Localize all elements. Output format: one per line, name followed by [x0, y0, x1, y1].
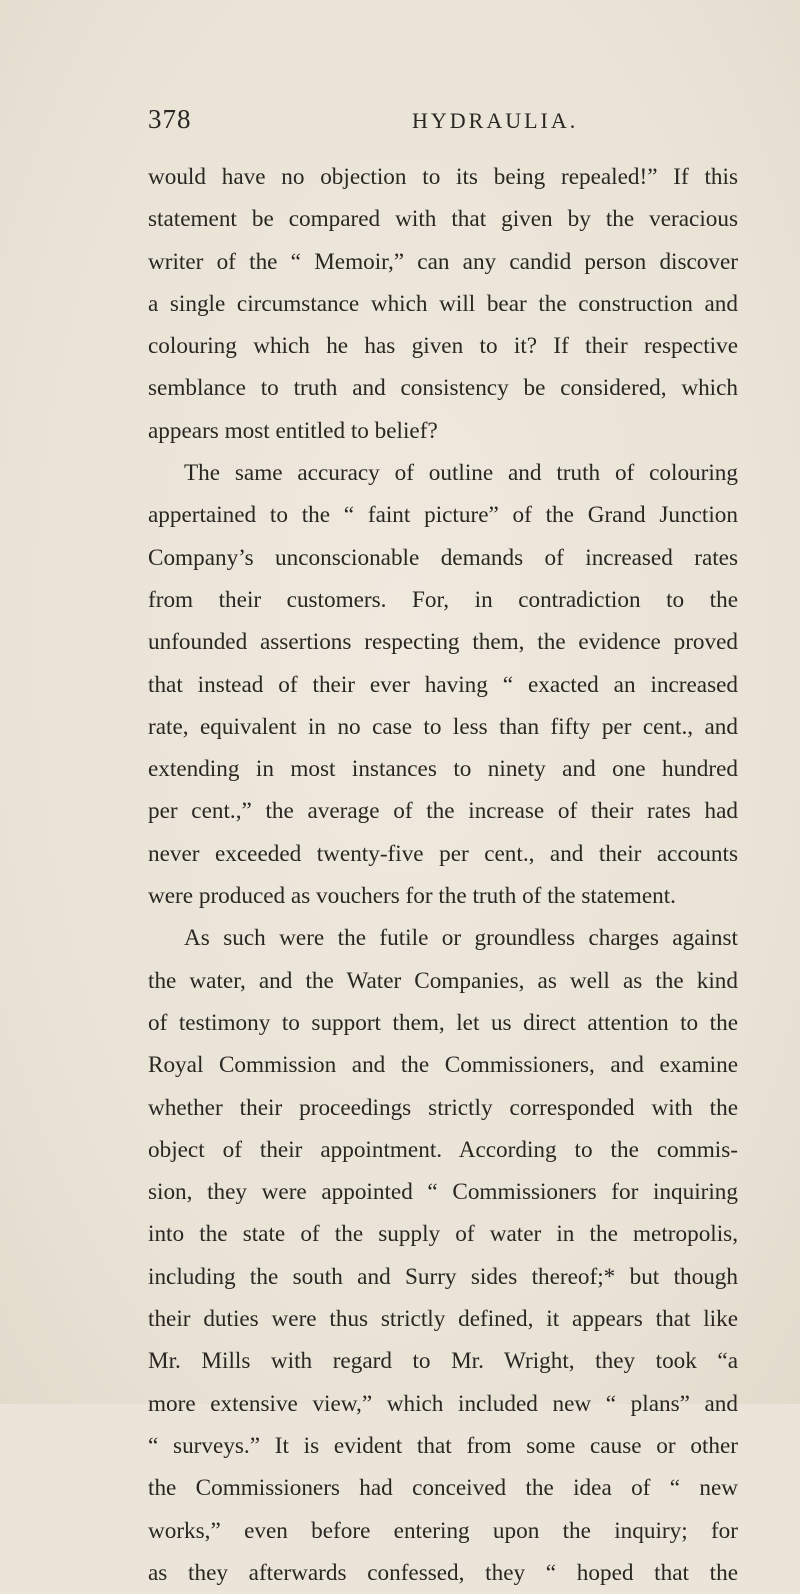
text-line: their duties were thus strictly defined, it appears that like — [148, 1306, 738, 1333]
running-title: HYDRAULIA. — [412, 108, 579, 133]
text-line: never exceeded twenty-five per cent., and their accounts — [148, 840, 738, 867]
text-line: would have no objection to its being repealed!” If this — [148, 164, 738, 190]
text-line: Company’s unconscionable demands of increased rates — [148, 544, 738, 571]
text-line: per cent.,” the average of the increase of their rates had — [148, 798, 738, 825]
text-line: unfounded assertions respecting them, the evidence proved — [148, 629, 738, 656]
text-line: object of their appointment. According to the commis- — [148, 1136, 738, 1163]
text-line: appertained to the “ faint picture” of the Grand Junction — [148, 502, 738, 529]
text-line: writer of the “ Memoir,” can any candid person discover — [148, 248, 738, 275]
text-line: the water, and the Water Companies, as well as the kind — [148, 967, 738, 994]
text-line: statement be compared with that given by the veracious — [148, 206, 738, 233]
text-line: “ surveys.” It is evident that from some cause or other — [148, 1432, 738, 1459]
page-number: 378 — [148, 104, 192, 134]
text-line: works,” even before entering upon the inquiry; for — [148, 1517, 738, 1544]
text-line: Mr. Mills with regard to Mr. Wright, they took “a — [148, 1348, 738, 1375]
text-line: more extensive view,” which included new “ plans” and — [148, 1390, 738, 1417]
text-line: into the state of the supply of water in the metropolis, — [148, 1221, 738, 1248]
text-line: including the south and Surry sides thereof;* but though — [148, 1263, 738, 1290]
text-line: that instead of their ever having “ exacted an increased — [148, 671, 738, 698]
text-line: of testimony to support them, let us direct attention to the — [148, 1009, 738, 1036]
text-line: rate, equivalent in no case to less than fifty per cent., and — [148, 713, 738, 740]
text-line: a single circumstance which will bear the construction and — [148, 290, 738, 317]
text-line: As such were the futile or groundless charges against — [184, 925, 738, 952]
text-line: The same accuracy of outline and truth of colouring — [184, 460, 738, 487]
text-line: sion, they were appointed “ Commissioners for inquiring — [148, 1179, 738, 1206]
body-text — [148, 156, 738, 1594]
text-line: were produced as vouchers for the truth of the statement. — [148, 883, 676, 910]
text-line: from their customers. For, in contradiction to the — [148, 586, 738, 613]
text-line: semblance to truth and consistency be considered, which — [148, 375, 738, 402]
text-line: extending in most instances to ninety and one hundred — [148, 756, 738, 783]
text-line: the Commissioners had conceived the idea of “ new — [148, 1475, 738, 1502]
text-line: appears most entitled to belief? — [148, 417, 438, 444]
text-line: as they afterwards confessed, they “ hoped that the — [148, 1559, 738, 1586]
running-head — [148, 104, 738, 140]
text-line: colouring which he has given to it? If their respective — [148, 333, 738, 360]
text-line: whether their proceedings strictly corresponded with the — [148, 1094, 738, 1121]
text-line: Royal Commission and the Commissioners, and examine — [148, 1052, 738, 1079]
